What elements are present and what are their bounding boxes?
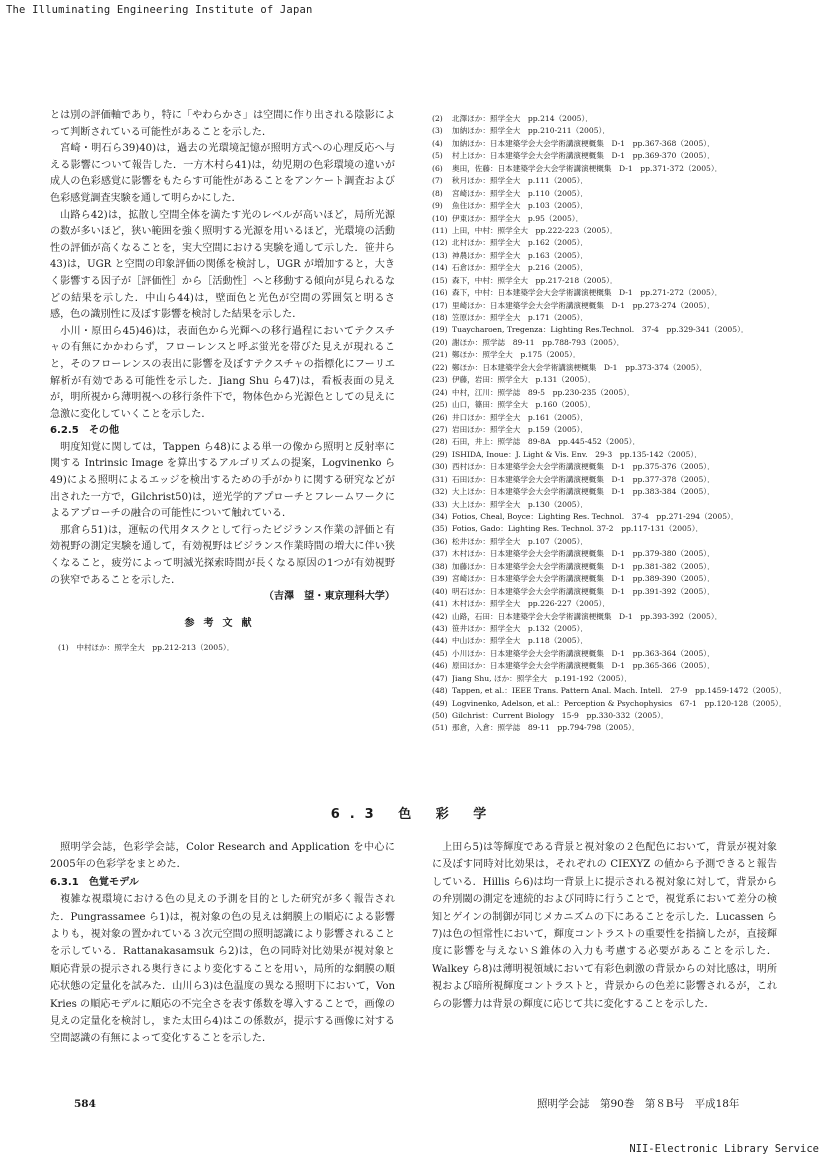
reference-number: (51) — [432, 723, 448, 733]
reference-text: 大上ほか：照学全大 p.130（2005）． — [452, 499, 589, 509]
reference-item — [432, 474, 792, 486]
reference-text: Tuaycharoen, Tregenza：Lighting Res.Technol. 37-4 pp.329-341（2005）． — [452, 325, 749, 335]
reference-number: (18) — [432, 313, 448, 322]
reference-item — [432, 523, 792, 535]
reference-text: 山路，石田：日本建築学会大会学術講演梗概集 D-1 pp.393-392（2005）． — [452, 611, 723, 621]
reference-text: 上田，中村：照学全大 pp.222-223（2005）． — [452, 225, 618, 235]
reference-number: (30) — [432, 462, 448, 472]
reference-number: (24) — [432, 387, 448, 397]
reference-text: 中山ほか：照学全大 p.118（2005）． — [452, 636, 589, 646]
reference-number: (16) — [432, 288, 448, 298]
reference-text: 岩田ほか：照学全大 p.159（2005）． — [452, 424, 589, 434]
reference-item — [432, 287, 792, 299]
paragraph: 照明学会誌，色彩学会誌，Color Research and Application を中心に2005年の色彩学をまとめた． — [50, 842, 395, 871]
reference-item — [432, 635, 792, 647]
section-right-column — [432, 839, 777, 1013]
reference-number: (42) — [432, 611, 448, 621]
reference-number: (7) — [432, 176, 443, 186]
reference-number: (49) — [432, 698, 448, 708]
reference-text: 森下，中村：照学全大 pp.217-218（2005）． — [452, 275, 618, 285]
reference-item — [432, 200, 792, 212]
reference-text: 神農ほか：照学全大 p.163（2005）． — [452, 250, 589, 260]
reference-item — [432, 113, 792, 125]
reference-item — [432, 486, 792, 498]
reference-number: (28) — [432, 437, 448, 447]
page-number: 584 — [74, 1098, 96, 1110]
reference-number: (2) — [432, 114, 443, 123]
reference-item — [432, 623, 792, 635]
reference-number: (14) — [432, 263, 448, 273]
reference-item — [432, 611, 792, 623]
reference-text: 松井ほか：照学全大 p.107（2005）． — [452, 536, 589, 546]
reference-item — [432, 213, 792, 225]
reference-item — [432, 399, 792, 411]
reference-number: (9) — [432, 201, 443, 211]
reference-text: 鄭ほか：日本建築学会大会学術講演梗概集 D-1 pp.373-374（2005）． — [452, 362, 708, 372]
reference-text: 宮崎ほか：日本建築学会大会学術講演梗概集 D-1 pp.389-390（2005）． — [452, 574, 715, 584]
reference-text: 北澤ほか：照学全大 pp.214（2005）． — [452, 114, 593, 123]
reference-number: (32) — [432, 487, 448, 497]
reference-number: (47) — [432, 673, 448, 683]
reference-number: (45) — [432, 648, 448, 658]
reference-text: 木村ほか：照学全大 pp.226-227（2005）． — [452, 599, 610, 609]
reference-number: (25) — [432, 400, 448, 410]
subsection-heading: 6.3.1 色覚モデル — [50, 876, 139, 888]
author-credit: （吉澤 望・東京理科大学） — [263, 591, 395, 603]
reference-number: (39) — [432, 574, 448, 584]
reference-number: (34) — [432, 512, 448, 521]
reference-item — [432, 449, 792, 461]
reference-text: 明石ほか：日本建築学会大会学術講演梗概集 D-1 pp.391-392（2005）． — [452, 586, 715, 596]
reference-text: 西村ほか：日本建築学会大会学術講演梗概集 D-1 pp.375-376（2005）． — [452, 462, 715, 472]
reference-text: ISHIDA, Inoue：J. Light & Vis. Env. 29-3 pp.135-142（2005）． — [452, 449, 702, 459]
reference-item — [432, 461, 792, 473]
reference-item — [432, 312, 792, 324]
reference-text: Gilchrist：Current Biology 15-9 pp.330-332（2005）． — [452, 711, 669, 720]
reference-text: 森下，中村：日本建築学会大会学術講演梗概集 D-1 pp.271-272（2005）． — [452, 288, 723, 298]
reference-item — [432, 374, 792, 386]
reference-text: 鄭ほか：照学全大 p.175（2005）． — [452, 350, 581, 360]
reference-number: (38) — [432, 561, 448, 571]
reference-item — [432, 561, 792, 573]
reference-text: 木村ほか：日本建築学会大会学術講演梗概集 D-1 pp.379-380（2005）． — [452, 549, 715, 559]
reference-text: 宮崎ほか：照学全大 p.110（2005）． — [452, 188, 589, 198]
reference-text: 魚住ほか：照学全大 p.103（2005）． — [452, 201, 589, 211]
reference-number: (10) — [432, 213, 448, 223]
paragraph: 山路ら42)は，拡散し空間全体を満たす光のレベルが高いほど，局所光源の数が多いほど，狭い範囲を強く照明する光源を用いるほど，光環境の活動性の評価が高くなることを，実大空間における実験を通して示した．笹井ら43)は，UGR と空間の印象評価の関係を検討し，UGR が増加すると，大きく影響する因子が［評価性］から［活動性］へと移動する傾向が見られるなどの結果を示した．中山ら44)は，壁面色と光色が空間の雰囲気と明るさ感，色の識別性に及ぼす影響を検討した結果を示した． — [50, 209, 395, 321]
reference-item — [432, 548, 792, 560]
reference-number: (37) — [432, 549, 448, 559]
reference-number: (11) — [432, 225, 448, 235]
reference-item — [432, 349, 792, 361]
reference-item — [432, 387, 792, 399]
reference-text: 石田，井上：照学誌 89-8A pp.445-452（2005）． — [452, 437, 641, 447]
paragraph: 小川・原田ら45)46)は，表面色から光輝への移行過程においてテクスチャの有無にかかわらず，フローレンスと呼ぶ蛍光を帯びた見えが現れること，そのフローレンスの表出に影響を及ぼすテクスチャの指標化にフーリエ解析が有効である可能性を示した．Jiang Shu ら47)は，看板表面の見えが，明所視から薄明視への移行条件下で，物体色から光源色としての見えに急激に変化していくことを示した． — [50, 325, 395, 420]
reference-item — [432, 698, 792, 710]
reference-text: 里崎ほか：日本建築学会大会学術講演梗概集 D-1 pp.273-274（2005）． — [452, 300, 715, 310]
reference-item — [432, 175, 792, 187]
reference-item — [432, 660, 792, 672]
reference-text: 石田ほか：日本建築学会大会学術講演梗概集 D-1 pp.377-378（2005）． — [452, 474, 715, 484]
reference-item — [432, 163, 792, 175]
reference-text: 中村，江川：照学誌 89-5 pp.230-235（2005）． — [452, 387, 635, 397]
reference-item — [432, 710, 792, 722]
reference-text: 伊東ほか：照学全大 p.95（2005）． — [452, 213, 584, 223]
reference-text: 山口，篠田：照学全大 p.160（2005）． — [452, 400, 596, 410]
reference-number: (35) — [432, 524, 448, 534]
reference-item — [432, 436, 792, 448]
reference-number: (40) — [432, 586, 448, 596]
reference-number: (15) — [432, 275, 448, 285]
section-title: 6.3 色 彩 学 — [330, 807, 497, 822]
reference-item — [432, 586, 792, 598]
reference-item — [432, 424, 792, 436]
reference-item — [432, 324, 792, 336]
reference-item — [432, 511, 792, 523]
reference-number: (46) — [432, 661, 448, 671]
section-left-column — [50, 839, 395, 1048]
reference-number: (26) — [432, 412, 448, 422]
reference-item — [432, 337, 792, 349]
left-column — [50, 108, 395, 654]
reference-text: Tappen, et al.：IEEE Trans. Pattern Anal. Mach. Intell. 27-9 pp.1459-1472（2005）． — [452, 686, 787, 696]
reference-text: 大上ほか：日本建築学会大会学術講演梗概集 D-1 pp.383-384（2005）． — [452, 487, 715, 497]
reference-item — [432, 412, 792, 424]
reference-item — [432, 275, 792, 287]
reference-number: (27) — [432, 424, 448, 434]
reference-text: 笹井ほか：照学全大 p.132（2005）． — [452, 623, 589, 633]
reference-text: 石倉ほか：照学全大 p.216（2005）． — [452, 263, 589, 273]
reference-text: 伊藤，岩田：照学全大 p.131（2005）． — [452, 375, 596, 385]
reference-item — [432, 237, 792, 249]
reference-text: Fotios, Cheal, Boyce：Lighting Res. Technol. 37-4 pp.271-294（2005）． — [452, 512, 739, 521]
paragraph: 明度知覚に関しては，Tappen ら48)による単一の像から照明と反射率に関する Intrinsic Image を算出するアルゴリズムの提案，Logvinenko ら49)による照明によるエッジを検出するための手がかりに関する研究などが出された一方で，Gilchrist50)は，逆光学的アプローチとフレームワークによるアプローチの融合の可能性について触れている． — [50, 441, 395, 520]
reference-text: 北村ほか：照学全大 p.162（2005）． — [452, 238, 589, 248]
reference-item — [432, 536, 792, 548]
paragraph: 那倉ら51)は，運転の代用タスクとして行ったビジランス作業の評価と有効視野の測定実験を通して，有効視野はビジランス作業時間の増大に伴い狭くなること，疲労によって明滅光探索時間が長くなる原因の1つが有効視野の狭窄であることを示した． — [50, 524, 395, 586]
reference-number: (8) — [432, 188, 443, 198]
reference-number: (5) — [432, 151, 443, 161]
reference-number: (41) — [432, 599, 448, 609]
reference-number: (21) — [432, 350, 448, 360]
reference-item — [432, 225, 792, 237]
reference-text: Logvinenko, Adelson, et al.：Perception & Psychophysics 67-1 pp.120-128（2005）． — [452, 698, 787, 708]
reference-number: (36) — [432, 536, 448, 546]
reference-text: 謝ほか：照学誌 89-11 pp.788-793（2005）． — [452, 337, 625, 347]
reference-number: (33) — [432, 499, 448, 509]
reference-text: 原田ほか：日本建築学会大会学術講演梗概集 D-1 pp.365-366（2005）． — [452, 661, 715, 671]
reference-item — [432, 598, 792, 610]
references-list — [432, 113, 792, 735]
references-title: 参考文献 — [184, 617, 261, 629]
reference-number: (20) — [432, 337, 448, 347]
reference-number: (43) — [432, 623, 448, 633]
reference-number: (3) — [432, 126, 443, 136]
reference-text: 秋月ほか：照学全大 p.111（2005）． — [452, 176, 589, 186]
institute-header: The Illuminating Engineering Institute of Japan — [6, 4, 313, 16]
reference-item — [432, 573, 792, 585]
reference-text: 井口ほか：照学全大 p.161（2005）． — [452, 412, 589, 422]
reference-item — [432, 188, 792, 200]
reference-text: 加藤ほか：日本建築学会大会学術講演梗概集 D-1 pp.381-382（2005）． — [452, 561, 715, 571]
reference-number: (4) — [432, 138, 443, 148]
reference-number: (6) — [432, 163, 443, 173]
reference-number: (12) — [432, 238, 448, 248]
reference-number: (31) — [432, 474, 448, 484]
library-service-footer: NII-Electronic Library Service — [629, 1143, 819, 1155]
paragraph: 複雑な視環境における色の見えの予測を目的とした研究が多く報告された．Pungrassamee ら1)は，視対象の色の見えは網膜上の順応による影響よりも，視対象の置かれている３次元空間の照明認識により影響されることを示している．Rattanakasamsuk ら2)は，色の同時対比効果が視対象と順応背景の提示される奥行きにより変化することを用い，局所的な網膜の順応状態の定量化を試みた．山川ら3)は色温度の異なる照明下において，Von Kries の順応モデルに順応の不完全さを表す係数を導入することで，画像の見えの定量化を検討し，また太田ら4)はこの係数が，提示する画像に対する空間認識の有無によって変化することを示した． — [50, 894, 395, 1045]
reference-text: 加納ほか：照学全大 pp.210-211（2005）． — [452, 126, 610, 136]
reference-item — [432, 673, 792, 685]
reference-item — [432, 150, 792, 162]
reference-number: (22) — [432, 362, 448, 372]
reference-number: (19) — [432, 325, 448, 335]
reference-item — [432, 250, 792, 262]
reference-text: 笠原ほか：照学全大 p.171（2005）． — [452, 313, 589, 322]
paragraph: 宮崎・明石ら39)40)は，過去の光環境記憶が照明方式への心理反応へ与える影響について報告した．一方木村ら41)は，幼児期の色彩環境の違いが成人の色彩感覚に影響をもたらす可能性があることをアンケート調査および色彩感覚調査実験を通して明らかにした． — [50, 143, 395, 204]
reference-item — [432, 300, 792, 312]
reference-item — [432, 685, 792, 697]
reference-number: (29) — [432, 449, 448, 459]
subsection-heading: 6.2.5 その他 — [50, 425, 120, 437]
reference-number: (44) — [432, 636, 448, 646]
reference-number: (48) — [432, 686, 448, 696]
reference-item — [432, 138, 792, 150]
reference-number: (13) — [432, 250, 448, 260]
reference-item — [432, 648, 792, 660]
reference-item — [432, 262, 792, 274]
reference-item — [432, 362, 792, 374]
reference-item — [432, 499, 792, 511]
reference-text: 小川ほか：日本建築学会大会学術講演梗概集 D-1 pp.363-364（2005）． — [452, 648, 715, 658]
reference-text: 村上ほか：日本建築学会大会学術講演梗概集 D-1 pp.369-370（2005）． — [452, 151, 715, 161]
reference-text: Jiang Shu, ほか：照学全大 p.191-192（2005）． — [452, 673, 632, 683]
reference-item — [432, 125, 792, 137]
reference-text: 奥田，佐藤：日本建築学会大会学術講演梗概集 D-1 pp.371-372（2005）． — [452, 163, 723, 173]
journal-citation: 照明学会誌 第90巻 第８B号 平成18年 — [537, 1098, 740, 1110]
reference-text: 加納ほか：日本建築学会大会学術講演梗概集 D-1 pp.367-368（2005）． — [452, 138, 715, 148]
reference-number: (17) — [432, 300, 448, 310]
reference-item: (1) 中村ほか：照学全大 pp.212-213（2005）． — [58, 642, 235, 652]
reference-number: (50) — [432, 711, 448, 720]
reference-text: Fotios, Gado：Lighting Res. Technol. 37-2 pp.117-131（2005）． — [452, 524, 704, 534]
paragraph: とは別の評価軸であり，特に「やわらかさ」は空間に作り出される陰影によって判断されている可能性があることを示した． — [50, 110, 395, 138]
reference-item — [432, 722, 792, 734]
paragraph: 上田ら5)は等輝度である背景と視対象の２色配色において，背景が視対象に及ぼす同時対比効果は，それぞれの CIEXYZ の値から予測できると報告している．Hillis ら6)は均一背景上に提示される視対象に対して，背景からの弁別閾の測定を連続的および同時に行うことで，視覚系において差分の検知とゲインの制御が同じメカニズムの下にあることを示した．Lucassen ら7)は色の恒常性において，輝度コントラストの重要性を指摘したが，直接輝度に影響を与えないＳ錐体の入力も考慮する必要があることを示した．Walkey ら8)は薄明視領域において有彩色刺激の背景からの対比感は，明所視および暗所視輝度コントラストと，背景からの色差に影響されるが，これらの影響力は背景の輝度に応じて共に変化することを示した． — [432, 842, 777, 1010]
reference-text: 那倉，入倉：照学誌 89-11 pp.794-798（2005）． — [452, 723, 640, 733]
reference-number: (23) — [432, 375, 448, 385]
